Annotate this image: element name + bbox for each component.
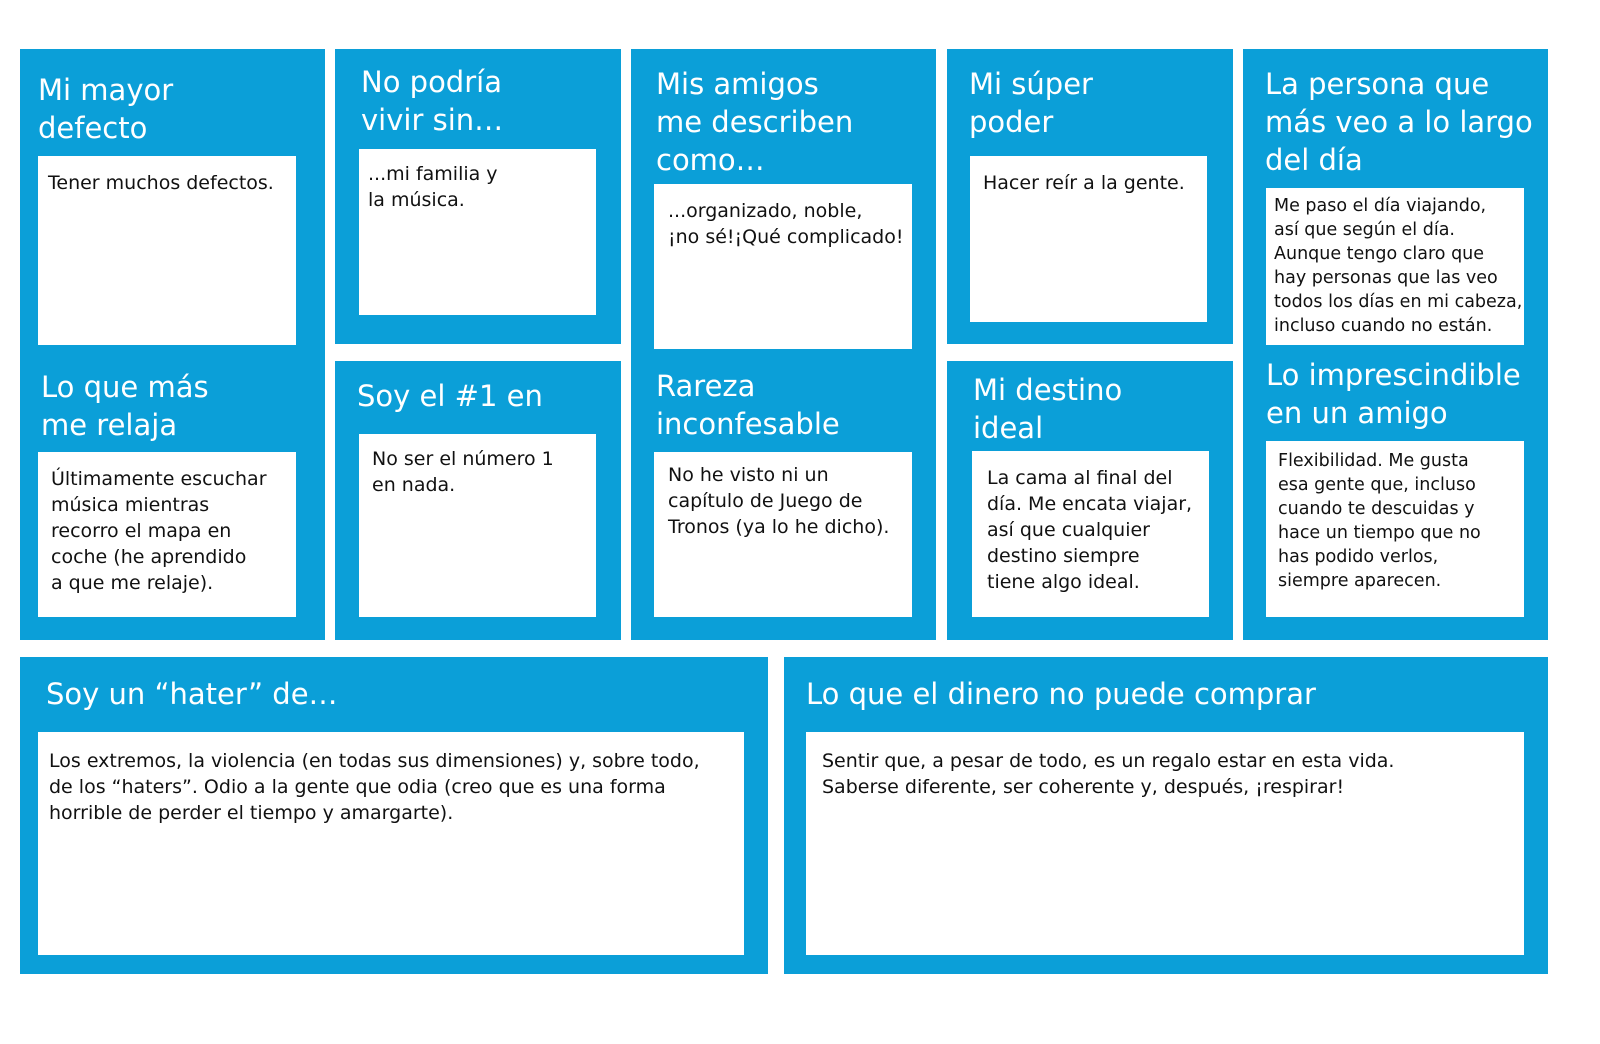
tile-title-persona-veo: La persona que más veo a lo largo del día [1265,67,1533,177]
card-text-amigos-describen: ...organizado, noble, ¡no sé!¡Qué complicado! [668,200,904,248]
tile-title-amigos-describen: Mis amigos me describen como… [656,67,854,177]
card-text-persona-veo: Me paso el día viajando, así que según el día. Aunque tengo claro que hay personas que las veo todos los días en mi cabeza, incluso cuando no están. [1274,196,1523,336]
tile-title-numero-uno: Soy el #1 en [357,379,543,413]
card-relaja [38,452,296,617]
card-text-destino: La cama al final del día. Me encata viajar, así que cualquier destino siempre tiene algo ideal. [987,467,1193,593]
card-hater [38,732,744,955]
card-text-no-podria-vivir: ...mi familia y la música. [368,163,498,211]
tile-title-imprescindible: Lo imprescindible en un amigo [1266,358,1521,430]
card-persona-veo [1266,188,1524,345]
card-super-poder [970,156,1207,322]
tile-destino [947,361,1233,640]
tile-title-super-poder: Mi súper poder [969,67,1093,139]
tile-hater [20,657,768,974]
card-text-mayor-defecto: Tener muchos defectos. [48,172,274,194]
card-numero-uno [359,434,596,617]
card-mayor-defecto [38,156,296,345]
card-text-relaja: Últimamente escuchar música mientras recorro el mapa en coche (he aprendido a que me relaje). [51,468,267,594]
card-amigos-describen [654,184,912,349]
card-text-dinero: Sentir que, a pesar de todo, es un regalo estar en esta vida. Saberse diferente, ser coherente y, después, ¡respirar! [822,750,1395,798]
tile-column-5 [1243,49,1548,640]
card-text-numero-uno: No ser el número 1 en nada. [372,448,554,496]
tile-title-relaja: Lo que más me relaja [41,370,209,442]
card-no-podria-vivir [359,149,596,315]
tile-no-podria-vivir [335,49,621,344]
card-rareza [654,452,912,617]
tile-title-hater: Soy un “hater” de… [46,677,338,711]
card-destino [972,451,1209,617]
card-text-rareza: No he visto ni un capítulo de Juego de Tronos (ya lo he dicho). [668,464,890,538]
tile-dinero [784,657,1548,974]
tile-column-1 [20,49,325,640]
tile-title-rareza: Rareza inconfesable [656,369,840,441]
tile-title-no-podria-vivir: No podría vivir sin… [361,65,504,137]
tile-numero-uno [335,361,621,640]
card-text-hater: Los extremos, la violencia (en todas sus dimensiones) y, sobre todo, de los “haters”. Odio a la gente que odia (creo que es una forma horrible de perder el tiempo y amargarte). [49,750,700,824]
card-text-super-poder: Hacer reír a la gente. [983,172,1185,194]
card-dinero [806,732,1524,955]
tile-title-dinero: Lo que el dinero no puede comprar [806,677,1316,711]
card-text-imprescindible: Flexibilidad. Me gusta esa gente que, incluso cuando te descuidas y hace un tiempo que no has podido verlos, siempre aparecen. [1278,451,1481,591]
tile-column-3 [631,49,936,640]
tile-title-mayor-defecto: Mi mayor defecto [38,73,174,145]
card-imprescindible [1266,441,1524,617]
tile-title-destino: Mi destino ideal [973,373,1123,445]
tile-super-poder [947,49,1233,344]
